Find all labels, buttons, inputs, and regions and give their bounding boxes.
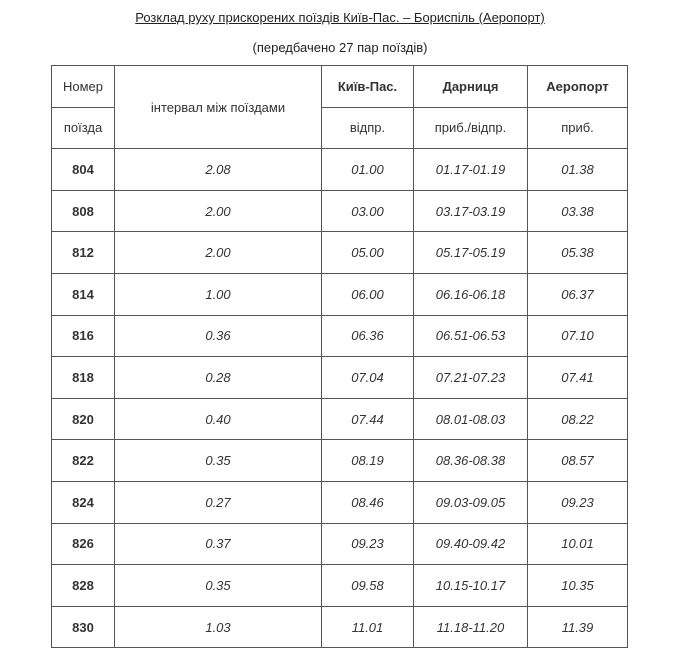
table-row — [52, 606, 628, 648]
kyiv-departure-cell: 06.00 — [322, 273, 414, 315]
interval-cell: 0.40 — [115, 398, 322, 440]
schedule-body — [52, 66, 628, 648]
airport-arrival-cell: 10.01 — [528, 523, 628, 565]
train-number-cell: 812 — [52, 232, 115, 274]
kyiv-departure-cell: 01.00 — [322, 149, 414, 191]
airport-arrival-cell: 08.22 — [528, 398, 628, 440]
airport-arrival-cell: 07.41 — [528, 357, 628, 399]
table-row — [52, 523, 628, 565]
darnytsia-time-cell: 10.15-10.17 — [414, 565, 528, 607]
darnytsia-time-cell: 07.21-07.23 — [414, 357, 528, 399]
table-row — [52, 149, 628, 191]
interval-cell: 0.36 — [115, 315, 322, 357]
darnytsia-time-cell: 08.36-08.38 — [414, 440, 528, 482]
airport-arrival-cell: 10.35 — [528, 565, 628, 607]
airport-arrival-cell: 05.38 — [528, 232, 628, 274]
kyiv-departure-cell: 09.58 — [322, 565, 414, 607]
airport-arrival-cell: 11.39 — [528, 606, 628, 648]
document-subtitle: (передбачено 27 пар поїздів) — [252, 40, 428, 55]
darnytsia-time-cell: 01.17-01.19 — [414, 149, 528, 191]
kyiv-departure-cell: 05.00 — [322, 232, 414, 274]
airport-arrival-cell: 08.57 — [528, 440, 628, 482]
interval-cell: 0.37 — [115, 523, 322, 565]
interval-cell: 2.08 — [115, 149, 322, 191]
kyiv-departure-cell: 08.46 — [322, 481, 414, 523]
interval-cell: 2.00 — [115, 232, 322, 274]
train-number-cell: 828 — [52, 565, 115, 607]
header-kyiv-departure: відпр. — [322, 107, 414, 149]
schedule-table — [51, 65, 628, 648]
header-train-label: поїзда — [52, 107, 115, 149]
darnytsia-time-cell: 09.40-09.42 — [414, 523, 528, 565]
train-number-cell: 824 — [52, 481, 115, 523]
darnytsia-time-cell: 05.17-05.19 — [414, 232, 528, 274]
interval-cell: 0.28 — [115, 357, 322, 399]
header-darnytsia-arr-dep: приб./відпр. — [414, 107, 528, 149]
darnytsia-time-cell: 06.51-06.53 — [414, 315, 528, 357]
darnytsia-time-cell: 06.16-06.18 — [414, 273, 528, 315]
airport-arrival-cell: 01.38 — [528, 149, 628, 191]
train-number-cell: 822 — [52, 440, 115, 482]
header-interval: інтервал між поїздами — [115, 66, 322, 149]
interval-cell: 2.00 — [115, 190, 322, 232]
table-row — [52, 357, 628, 399]
airport-arrival-cell: 06.37 — [528, 273, 628, 315]
airport-arrival-cell: 07.10 — [528, 315, 628, 357]
kyiv-departure-cell: 07.04 — [322, 357, 414, 399]
kyiv-departure-cell: 06.36 — [322, 315, 414, 357]
train-number-cell: 826 — [52, 523, 115, 565]
header-row-top — [52, 66, 628, 108]
table-row — [52, 481, 628, 523]
interval-cell: 0.35 — [115, 565, 322, 607]
train-number-cell: 816 — [52, 315, 115, 357]
darnytsia-time-cell: 09.03-09.05 — [414, 481, 528, 523]
interval-cell: 0.27 — [115, 481, 322, 523]
header-darnytsia: Дарниця — [414, 66, 528, 108]
table-row — [52, 232, 628, 274]
header-train-number: Номер — [52, 66, 115, 108]
kyiv-departure-cell: 08.19 — [322, 440, 414, 482]
darnytsia-time-cell: 03.17-03.19 — [414, 190, 528, 232]
document-title: Розклад руху прискорених поїздів Київ-Пас. – Бориспіль (Аеропорт) — [135, 10, 545, 25]
interval-cell: 0.35 — [115, 440, 322, 482]
table-row — [52, 190, 628, 232]
interval-cell: 1.03 — [115, 606, 322, 648]
table-row — [52, 398, 628, 440]
kyiv-departure-cell: 09.23 — [322, 523, 414, 565]
train-number-cell: 830 — [52, 606, 115, 648]
table-row — [52, 315, 628, 357]
table-row — [52, 565, 628, 607]
kyiv-departure-cell: 03.00 — [322, 190, 414, 232]
kyiv-departure-cell: 11.01 — [322, 606, 414, 648]
train-number-cell: 820 — [52, 398, 115, 440]
train-number-cell: 814 — [52, 273, 115, 315]
train-number-cell: 818 — [52, 357, 115, 399]
header-airport: Аеропорт — [528, 66, 628, 108]
header-kyiv: Київ-Пас. — [322, 66, 414, 108]
darnytsia-time-cell: 08.01-08.03 — [414, 398, 528, 440]
kyiv-departure-cell: 07.44 — [322, 398, 414, 440]
train-number-cell: 808 — [52, 190, 115, 232]
table-row — [52, 273, 628, 315]
interval-cell: 1.00 — [115, 273, 322, 315]
darnytsia-time-cell: 11.18-11.20 — [414, 606, 528, 648]
train-number-cell: 804 — [52, 149, 115, 191]
airport-arrival-cell: 03.38 — [528, 190, 628, 232]
airport-arrival-cell: 09.23 — [528, 481, 628, 523]
header-airport-arrival: приб. — [528, 107, 628, 149]
table-row — [52, 440, 628, 482]
